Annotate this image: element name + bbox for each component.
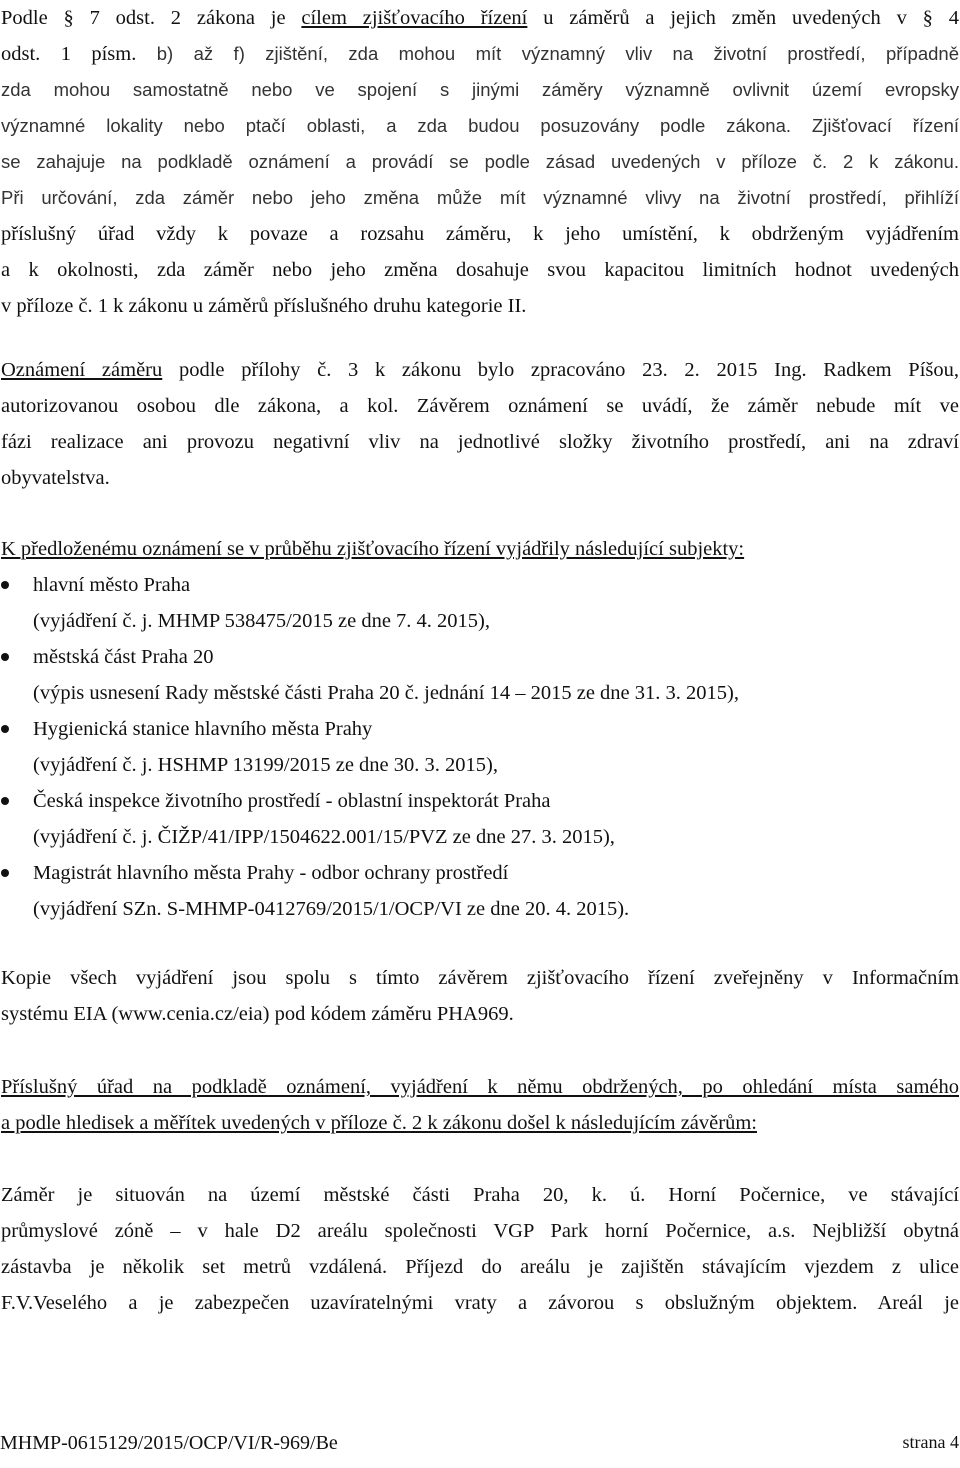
subjects-heading: K předloženému oznámení se v průběhu zjišťovacího řízení vyjádřily následující subjekty: <box>1 538 745 560</box>
bullet-icon <box>1 797 9 805</box>
list-item: městská část Praha 20 (výpis usnesení Rady městské části Praha 20 č. jednání 14 – 2015 ze dne 31. 3. 2015), <box>0 639 960 711</box>
text-line: F.V.Veselého a je zabezpečen uzavíratelnými vraty a závorou s obslužným objektem. Areál je <box>1 1292 959 1314</box>
document-reference: MHMP-0615129/2015/OCP/VI/R-969/Be <box>0 1432 338 1454</box>
text-line: obyvatelstva. <box>1 467 110 489</box>
list-item: Hygienická stanice hlavního města Prahy (vyjádření č. j. HSHMP 13199/2015 ze dne 30. 3. 2015), <box>0 711 960 783</box>
text-line: v příloze č. 1 k zákonu u záměrů příslušného druhu kategorie II. <box>1 295 527 317</box>
text-line: se zahajuje na podkladě oznámení a provádí se podle zásad uvedených v příloze č. 2 k zákonu. <box>1 151 959 172</box>
text-line: Podle § 7 odst. 2 zákona je cílem zjišťovacího řízení u záměrů a jejich změn uvedených v § 4 <box>1 7 959 29</box>
list-item: hlavní město Praha (vyjádření č. j. MHMP 538475/2015 ze dne 7. 4. 2015), <box>0 567 960 639</box>
bullet-icon <box>1 653 9 661</box>
paragraph-kopie <box>1 960 959 1032</box>
paragraph-zamer <box>1 1177 959 1321</box>
paragraph-zavery-heading <box>1 1069 959 1141</box>
page-number: strana 4 <box>902 1432 959 1452</box>
text-line: a k okolnosti, zda záměr nebo jeho změna dosahuje svou kapacitou limitních hodnot uvedených <box>1 259 959 281</box>
text-line: Příslušný úřad na podkladě oznámení, vyjádření k němu obdržených, po ohledání místa samého <box>1 1076 959 1098</box>
text-line: a podle hledisek a měřítek uvedených v příloze č. 2 k zákonu došel k následujícím závěrům: <box>1 1112 757 1134</box>
paragraph-oznameni <box>1 352 959 496</box>
text-line: Oznámení záměru podle přílohy č. 3 k zákonu bylo zpracováno 23. 2. 2015 Ing. Radkem Píšou, <box>1 359 960 381</box>
text-line: Kopie všech vyjádření jsou spolu s tímto závěrem zjišťovacího řízení zveřejněny v Informačním <box>1 967 959 989</box>
text-line: odst. 1 písm. b) až f) zjištění, zda mohou mít významný vliv na životní prostředí, případně <box>1 43 960 65</box>
text-line: průmyslové zóně – v hale D2 areálu společnosti VGP Park horní Počernice, a.s. Nejbližší obytná <box>1 1220 959 1242</box>
subjects-list <box>0 567 960 927</box>
text-line: zástavba je několik set metrů vzdálená. Příjezd do areálu je zajištěn stávajícím vjezdem z ulice <box>1 1256 959 1278</box>
text-line: Záměr je situován na území městské části Praha 20, k. ú. Horní Počernice, ve stávající <box>1 1184 959 1206</box>
text-line: zda mohou samostatně nebo ve spojení s jinými záměry významně ovlivnit území evropsky <box>1 79 959 100</box>
text-line: autorizovanou osobou dle zákona, a kol. Závěrem oznámení se uvádí, že záměr nebude mít ve <box>1 395 959 417</box>
bullet-icon <box>1 725 9 733</box>
paragraph-zjistovaci-rizeni <box>1 0 959 324</box>
text-line: fázi realizace ani provozu negativní vliv na jednotlivé složky životního prostředí, ani na zdraví <box>1 431 959 453</box>
bullet-icon <box>1 581 9 589</box>
text-line: systému EIA (www.cenia.cz/eia) pod kódem záměru PHA969. <box>1 1003 514 1025</box>
text-line: Při určování, zda záměr nebo jeho změna může mít významné vlivy na životní prostředí, přihlíží <box>1 187 959 208</box>
text-line: příslušný úřad vždy k povaze a rozsahu záměru, k jeho umístění, k obdrženým vyjádřením <box>1 223 959 245</box>
list-item: Magistrát hlavního města Prahy - odbor ochrany prostředí (vyjádření SZn. S-MHMP-0412769/2015/1/OCP/VI ze dne 20. 4. 2015). <box>0 855 960 927</box>
list-item: Česká inspekce životního prostředí - oblastní inspektorát Praha (vyjádření č. j. ČIŽP/41/IPP/1504622.001/15/PVZ ze dne 27. 3. 2015), <box>0 783 960 855</box>
text-line: významné lokality nebo ptačí oblasti, a zda budou posuzovány podle zákona. Zjišťovací řízení <box>1 115 959 136</box>
bullet-icon <box>1 869 9 877</box>
